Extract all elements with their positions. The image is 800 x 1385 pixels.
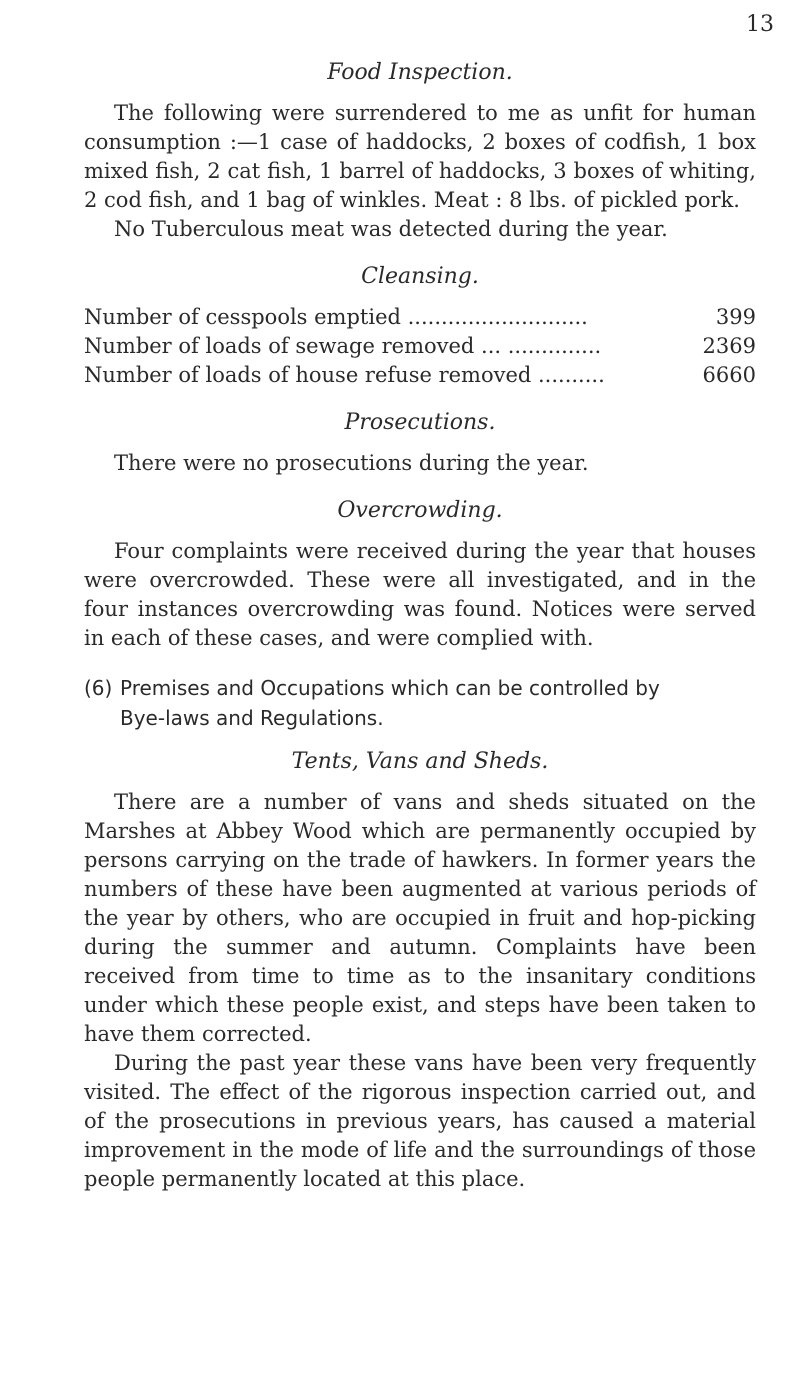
food-inspection-heading: Food Inspection.: [327, 60, 513, 85]
overcrowding-section: [84, 498, 756, 653]
food-inspection-section: [84, 60, 756, 244]
food-inspection-paragraph: The following were surrendered to me as unfit for human consumption :—1 case of haddocks, 2 boxes of codfish, 1 box mixed fish, 2 cat fish, 1 barrel of haddocks, 3 boxes of whiting, 2 cod fish, and 1 bag of winkles. Meat : 8 lbs. of pickled pork.: [84, 101, 756, 212]
section-title-line2: Bye-laws and Regulations.: [120, 706, 384, 730]
section-number: (6): [84, 676, 113, 700]
prosecutions-heading: Prosecutions.: [344, 410, 496, 435]
cleansing-label: Number of cesspools emptied ...........................: [84, 305, 588, 329]
cleansing-label: Number of loads of house refuse removed ..........: [84, 363, 605, 387]
overcrowding-paragraph: Four complaints were received during the year that houses were overcrowded. These were all investigated, and in the four instances overcrowding was found. Notices were served in each of these cases, and were complied with.: [84, 539, 756, 650]
tuberculous-paragraph: No Tuberculous meat was detected during the year.: [114, 217, 668, 241]
overcrowding-heading: Overcrowding.: [337, 498, 503, 523]
tents-section: [84, 749, 756, 1194]
cleansing-value: 2369: [702, 334, 756, 358]
prosecutions-paragraph: There were no prosecutions during the year.: [114, 451, 589, 475]
cleansing-section: [84, 264, 756, 390]
cleansing-heading: Cleansing.: [361, 264, 479, 289]
table-row: [84, 361, 756, 390]
cleansing-label: Number of loads of sewage removed ... ..............: [84, 334, 602, 358]
page-content: [84, 60, 756, 1214]
cleansing-value: 399: [715, 305, 756, 329]
table-row: [84, 303, 756, 332]
tents-paragraph-1: There are a number of vans and sheds situated on the Marshes at Abbey Wood which are permanently occupied by persons carrying on the trade of hawkers. In former years the numbers of these have been augmented at various periods of the year by others, who are occupied in fruit and hop-picking during the summer and autumn. Complaints have been received from time to time as to the insanitary conditions under which these people exist, and steps have been taken to have them corrected.: [84, 790, 756, 1046]
page-number: 13: [746, 12, 774, 37]
cleansing-table: [84, 303, 756, 390]
section-title-line1: Premises and Occupations which can be controlled by: [120, 676, 660, 700]
table-row: [84, 332, 756, 361]
section-6-heading: [84, 673, 756, 733]
cleansing-value: 6660: [702, 363, 756, 387]
tents-paragraph-2: During the past year these vans have been very frequently visited. The effect of the rigorous inspection carried out, and of the prosecutions in previous years, has caused a material improvement in the mode of life and the surroundings of those people permanently located at this place.: [84, 1051, 756, 1191]
prosecutions-section: [84, 410, 756, 478]
tents-heading: Tents, Vans and Sheds.: [291, 749, 549, 774]
